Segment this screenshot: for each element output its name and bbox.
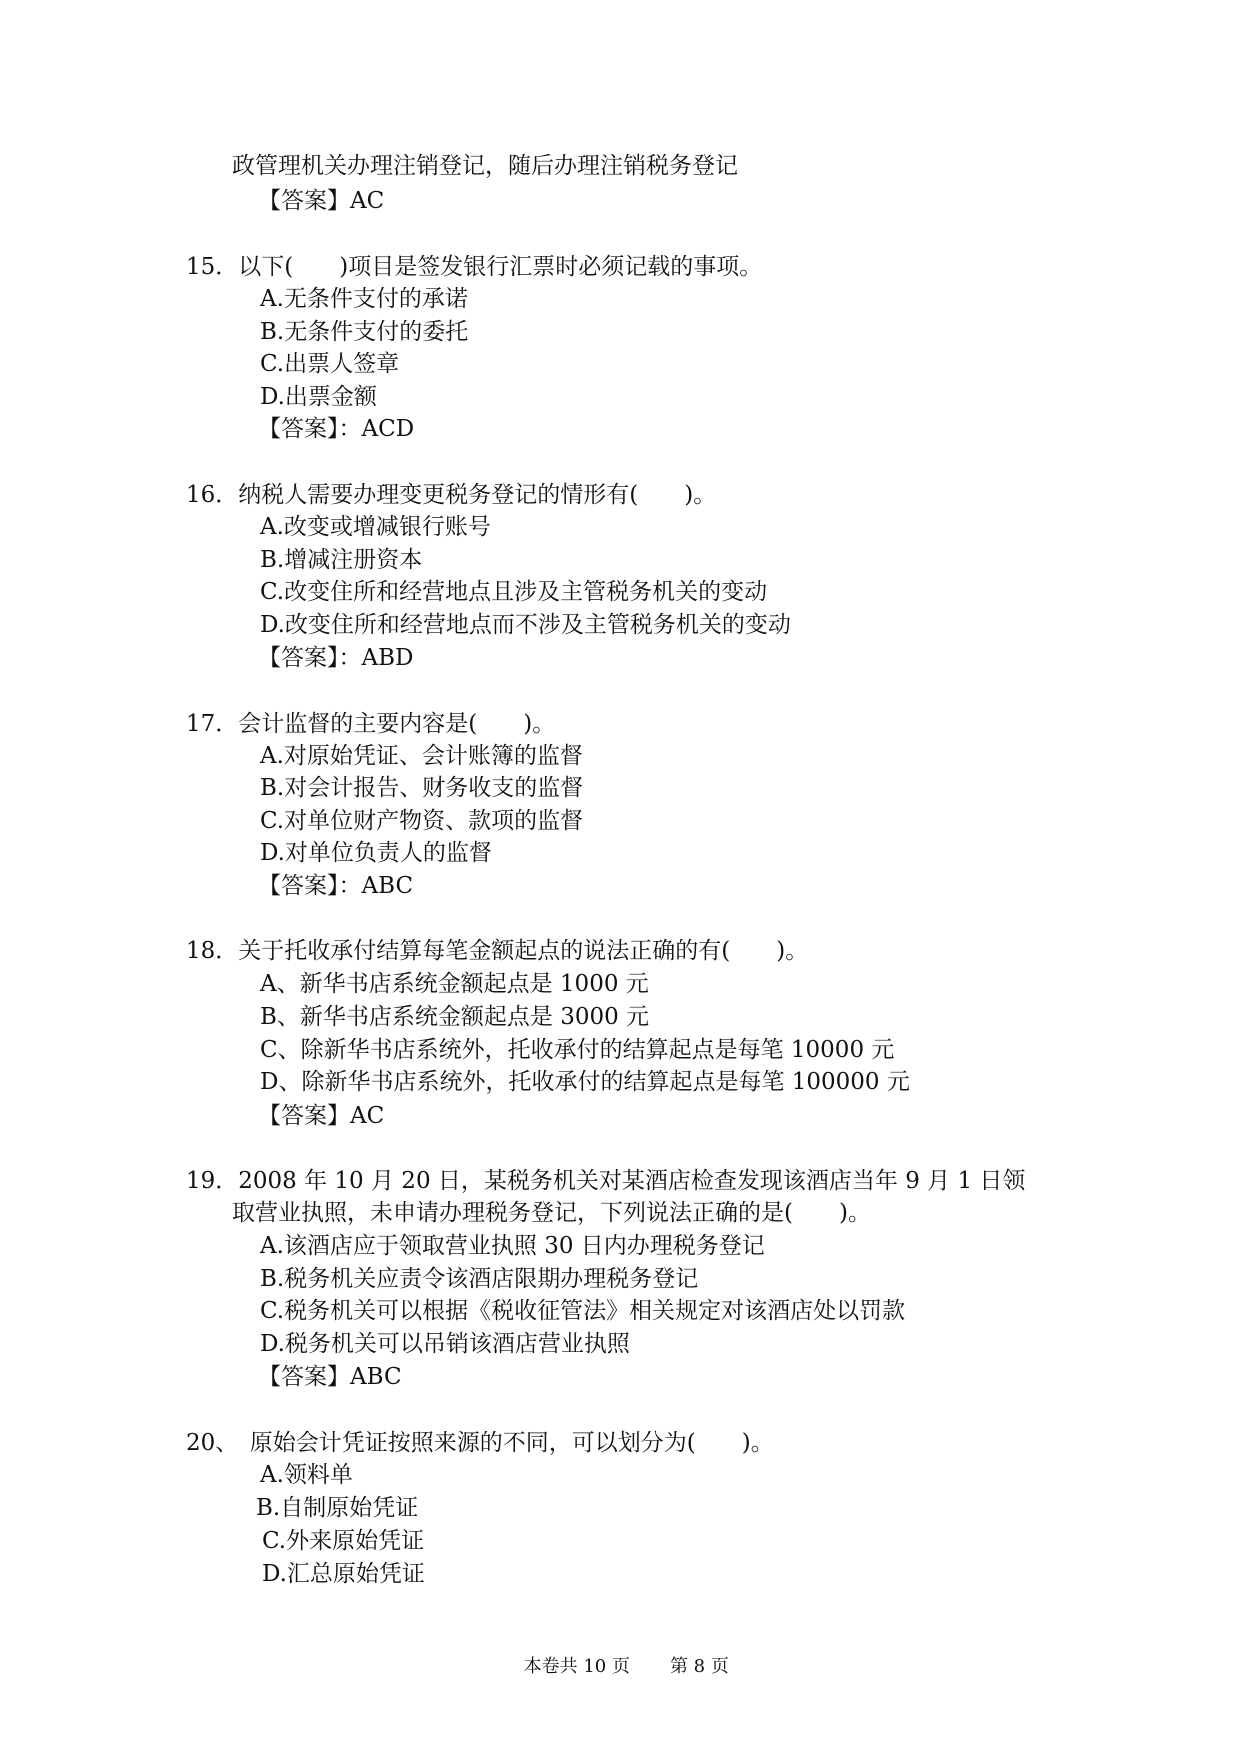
question-15-option-c: C.出票人签章 [260, 351, 400, 377]
question-20-option-c: C.外来原始凭证 [262, 1528, 425, 1554]
question-16-option-b: B.增减注册资本 [260, 547, 423, 573]
question-18-option-a: A、新华书店系统金额起点是 1000 元 [260, 971, 649, 997]
question-19-stem-line-1: 19．2008 年 10 月 20 日，某税务机关对某酒店检查发现该酒店当年 9 月 1 日领 [186, 1168, 1026, 1194]
question-17-option-c: C.对单位财产物资、款项的监督 [260, 808, 584, 834]
question-17-stem: 17．会计监督的主要内容是( )。 [186, 711, 556, 737]
question-15-stem: 15．以下( )项目是签发银行汇票时必须记载的事项。 [186, 254, 763, 280]
question-19-option-a: A.该酒店应于领取营业执照 30 日内办理税务登记 [260, 1233, 765, 1259]
question-19-option-d: D.税务机关可以吊销该酒店营业执照 [260, 1331, 630, 1357]
question-20-option-a: A.领料单 [260, 1462, 353, 1488]
question-18-stem: 18．关于托收承付结算每笔金额起点的说法正确的有( )。 [186, 938, 809, 964]
question-18-option-b: B、新华书店系统金额起点是 3000 元 [260, 1004, 650, 1030]
question-15-option-a: A.无条件支付的承诺 [260, 286, 468, 312]
question-15-option-b: B.无条件支付的委托 [260, 319, 469, 345]
question-16-option-c: C.改变住所和经营地点且涉及主管税务机关的变动 [260, 579, 768, 605]
question-15-answer: 【答案】：ACD [258, 416, 415, 442]
question-19-option-c: C.税务机关可以根据《税收征管法》相关规定对该酒店处以罚款 [260, 1298, 906, 1324]
question-20-stem: 20、 原始会计凭证按照来源的不同，可以划分为( )。 [186, 1430, 774, 1456]
page-footer [0, 1634, 1241, 1678]
question-18-option-d: D、除新华书店系统外，托收承付的结算起点是每笔 100000 元 [260, 1069, 910, 1095]
question-20-option-d: D.汇总原始凭证 [262, 1561, 425, 1587]
question-19-answer: 【答案】ABC [258, 1364, 402, 1390]
total-pages-label: 本卷共 10 页 [523, 1656, 630, 1677]
question-16-stem: 16．纳税人需要办理变更税务登记的情形有( )。 [186, 482, 717, 508]
current-page-label: 第 8 页 [669, 1656, 729, 1677]
question-18-option-c: C、除新华书店系统外，托收承付的结算起点是每笔 10000 元 [260, 1037, 895, 1063]
question-17-answer: 【答案】：ABC [258, 873, 414, 899]
question-19-option-b: B.税务机关应责令该酒店限期办理税务登记 [260, 1266, 699, 1292]
question-18-answer: 【答案】AC [258, 1103, 385, 1129]
question-16-option-d: D.改变住所和经营地点而不涉及主管税务机关的变动 [260, 612, 791, 638]
question-16-option-a: A.改变或增减银行账号 [260, 514, 491, 540]
question-17-option-a: A.对原始凭证、会计账簿的监督 [260, 743, 583, 769]
question-20-option-b: B.自制原始凭证 [256, 1495, 419, 1521]
question-17-option-d: D.对单位负责人的监督 [260, 840, 492, 866]
question-15-option-d: D.出票金额 [260, 384, 377, 410]
question-16-answer: 【答案】：ABD [258, 645, 414, 671]
question-19-stem-line-2: 取营业执照，未申请办理税务登记，下列说法正确的是( )。 [232, 1200, 871, 1226]
question-17-option-b: B.对会计报告、财务收支的监督 [260, 775, 584, 801]
answer-label: 【答案】AC [258, 188, 385, 214]
carry-over-text: 政管理机关办理注销登记，随后办理注销税务登记 [232, 153, 738, 179]
